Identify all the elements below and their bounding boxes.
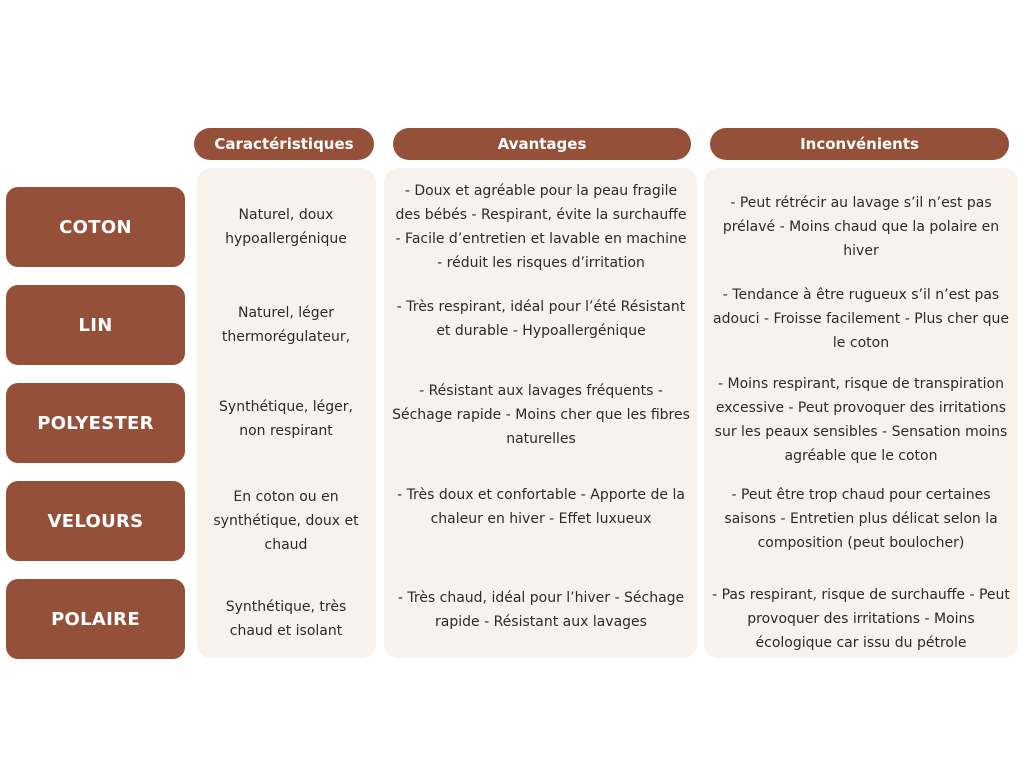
cell-velours-advantages: - Très doux et confortable - Apporte de la chaleur en hiver - Effet luxueux <box>397 487 685 527</box>
row-label-velours: VELOURS <box>6 481 185 561</box>
cell-polaire-advantages: - Très chaud, idéal pour l’hiver - Séchage rapide - Résistant aux lavages <box>397 590 685 630</box>
header-characteristics: Caractéristiques <box>194 128 374 160</box>
cell-lin-disadvantages: - Tendance à être rugueux s’il n’est pas adouci - Froisse facilement - Plus cher que le coton <box>713 287 1009 351</box>
row-label-coton: COTON <box>6 187 185 267</box>
cell-polyester-advantages: - Résistant aux lavages fréquents - Séchage rapide - Moins cher que les fibres naturelles <box>392 383 690 447</box>
cell-polaire-disadvantages: - Pas respirant, risque de surchauffe - Peut provoquer des irritations - Moins écologique car issu du pétrole <box>712 587 1010 651</box>
cell-lin-advantages: - Très respirant, idéal pour l’été Résistant et durable - Hypoallergénique <box>396 299 686 339</box>
row-label-lin: LIN <box>6 285 185 365</box>
cell-coton-characteristics: Naturel, doux hypoallergénique <box>225 207 347 247</box>
header-advantages: Avantages <box>393 128 691 160</box>
row-label-polaire: POLAIRE <box>6 579 185 659</box>
cell-polyester-characteristics: Synthétique, léger, non respirant <box>219 399 353 439</box>
cell-velours-disadvantages: - Peut être trop chaud pour certaines saisons - Entretien plus délicat selon la composition (peut boulocher) <box>724 487 998 551</box>
cell-polyester-disadvantages: - Moins respirant, risque de transpiration excessive - Peut provoquer des irritations sur les peaux sensibles - Sensation moins agréable que le coton <box>714 376 1008 464</box>
header-disadvantages: Inconvénients <box>710 128 1009 160</box>
cell-velours-characteristics: En coton ou en synthétique, doux et chaud <box>213 489 359 553</box>
cell-coton-advantages: - Doux et agréable pour la peau fragile des bébés - Respirant, évite la surchauffe - Facile d’entretien et lavable en machine - réduit les risques d’irritation <box>395 183 687 271</box>
row-label-polyester: POLYESTER <box>6 383 185 463</box>
cell-lin-characteristics: Naturel, léger thermorégulateur, <box>221 305 351 345</box>
cell-coton-disadvantages: - Peut rétrécir au lavage s’il n’est pas prélavé - Moins chaud que la polaire en hiver <box>722 195 1000 259</box>
cell-polaire-characteristics: Synthétique, très chaud et isolant <box>225 599 347 639</box>
